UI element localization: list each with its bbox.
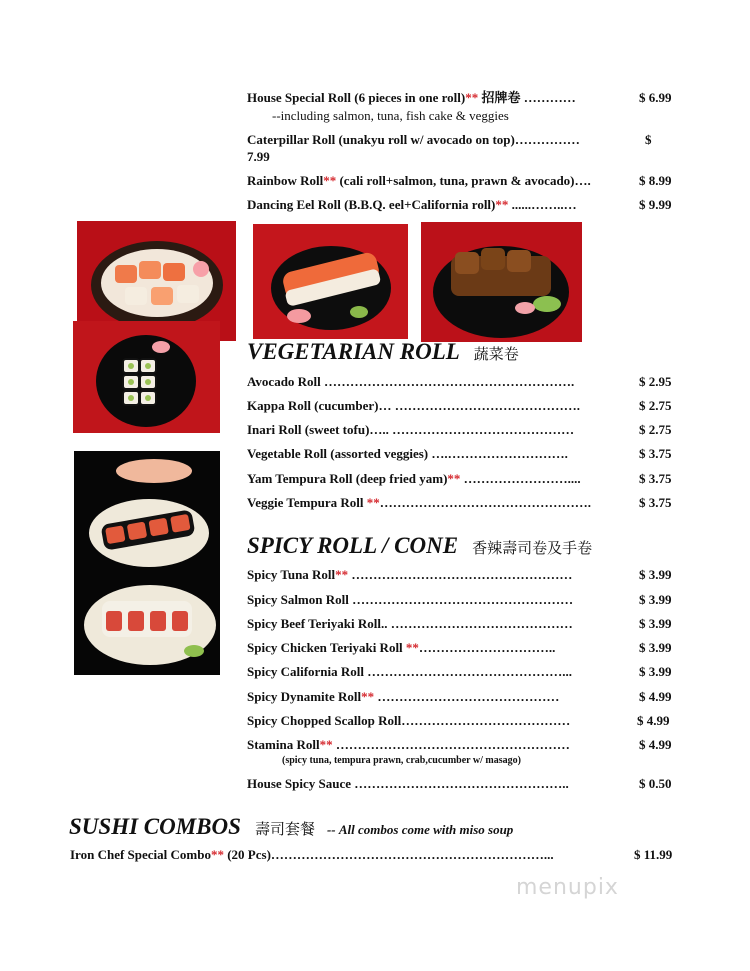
leader-dots: ......……..… — [508, 197, 577, 212]
item-name: Veggie Tempura Roll — [247, 495, 367, 510]
star-marker: ** — [495, 197, 509, 212]
star-marker: ** — [361, 689, 375, 704]
leader-dots: …………………………………… — [374, 689, 560, 704]
leader-dots: …………………………………………. — [379, 495, 592, 510]
item-price: $ 0.50 — [639, 776, 672, 791]
item-name: Rainbow Roll — [247, 173, 324, 188]
photo-dancing-eel-roll — [421, 222, 582, 342]
item-description: (spicy tuna, tempura prawn, crab,cucumber w/ masago) — [282, 755, 521, 766]
watermark: menupix — [516, 875, 619, 900]
heading-title: SPICY ROLL / CONE — [247, 533, 459, 558]
heading-title: VEGETARIAN ROLL — [247, 339, 460, 364]
item-price: $ 3.99 — [639, 616, 672, 631]
leader-dots: ……………………………………………… — [332, 737, 570, 752]
heading-title-cn: 蔬菜卷 — [473, 347, 519, 363]
item-price-symbol: $ — [645, 132, 652, 147]
item-price: $ 2.95 — [639, 374, 672, 389]
item-price: $ 3.75 — [639, 446, 672, 461]
item-name-cn: 招牌卷 — [478, 90, 524, 105]
item-name: Spicy Dynamite Roll — [247, 689, 362, 704]
section-heading-combos — [69, 814, 513, 840]
item-price: $ 2.75 — [639, 398, 672, 413]
star-marker: ** — [465, 90, 479, 105]
item-name: Spicy Salmon Roll …………………………………………… — [247, 592, 574, 607]
item-description: --including salmon, tuna, fish cake & veggies — [272, 108, 509, 123]
item-name: Caterpillar Roll (unakyu roll w/ avocado on top)…………… — [247, 132, 580, 147]
leader-dots: ………………………….. — [418, 640, 556, 655]
photo-spicy-rolls — [74, 451, 220, 675]
item-name: Spicy Chopped Scallop Roll………………………………… — [247, 713, 571, 728]
heading-title-cn: 壽司套餐 — [254, 822, 315, 838]
star-marker: ** — [323, 173, 337, 188]
leader-dots: …………………….... — [460, 471, 581, 486]
item-description: (cali roll+salmon, tuna, prawn & avocado)…. — [336, 173, 591, 188]
item-price: $ 3.75 — [639, 471, 672, 486]
item-price: $ 3.99 — [639, 592, 672, 607]
item-price: $ 3.75 — [639, 495, 672, 510]
item-name: Stamina Roll — [247, 737, 320, 752]
heading-title: SUSHI COMBOS — [69, 814, 241, 839]
item-price: $ 2.75 — [639, 422, 672, 437]
item-price: $ 3.99 — [639, 664, 672, 679]
leader-dots: ………… — [523, 90, 576, 105]
item-name: Spicy Beef Teriyaki Roll.. …………………………………… — [247, 616, 573, 631]
star-marker: ** — [447, 471, 461, 486]
item-price: $ 4.99 — [637, 713, 670, 728]
item-price: $ 4.99 — [639, 737, 672, 752]
item-price: $ 9.99 — [639, 197, 672, 212]
item-price: $ 3.99 — [639, 567, 672, 582]
heading-note: -- All combos come with miso soup — [326, 822, 514, 837]
item-name: Vegetable Roll (assorted veggies) ….………………………. — [247, 446, 568, 461]
item-name: Dancing Eel Roll (B.B.Q. eel+California roll) — [247, 197, 496, 212]
heading-title-cn: 香辣壽司卷及手卷 — [472, 541, 593, 557]
section-heading-spicy — [247, 533, 592, 559]
item-price: $ 3.99 — [639, 640, 672, 655]
item-name: Yam Tempura Roll (deep fried yam) — [247, 471, 448, 486]
item-price: $ 6.99 — [639, 90, 672, 105]
star-marker: ** — [319, 737, 333, 752]
item-name: House Spicy Sauce ………………………………………….. — [247, 776, 569, 791]
section-heading-vegetarian — [247, 339, 519, 365]
item-name: Spicy Tuna Roll — [247, 567, 336, 582]
star-marker: ** — [210, 847, 224, 862]
leader-dots: (20 Pcs)………………………………………………………... — [223, 847, 554, 862]
item-name: Inari Roll (sweet tofu)….. …………………………………… — [247, 422, 575, 437]
item-price: $ 4.99 — [639, 689, 672, 704]
photo-avocado-roll — [73, 321, 220, 433]
item-name: Kappa Roll (cucumber)… ……………………………………. — [247, 398, 580, 413]
leader-dots: …………………………………………… — [348, 567, 573, 582]
item-name: Avocado Roll …………………………………………………. — [247, 374, 575, 389]
item-name: House Special Roll (6 pieces in one roll) — [247, 90, 466, 105]
star-marker: ** — [366, 495, 380, 510]
star-marker: ** — [405, 640, 419, 655]
item-price: $ 11.99 — [634, 847, 673, 862]
item-name: Iron Chef Special Combo — [70, 847, 211, 862]
item-name: Spicy Chicken Teriyaki Roll — [247, 640, 406, 655]
item-price: $ 8.99 — [639, 173, 672, 188]
photo-caterpillar-roll — [253, 224, 408, 339]
item-price-wrapped: 7.99 — [247, 149, 270, 164]
star-marker: ** — [335, 567, 349, 582]
item-name: Spicy California Roll ………………………………………... — [247, 664, 573, 679]
